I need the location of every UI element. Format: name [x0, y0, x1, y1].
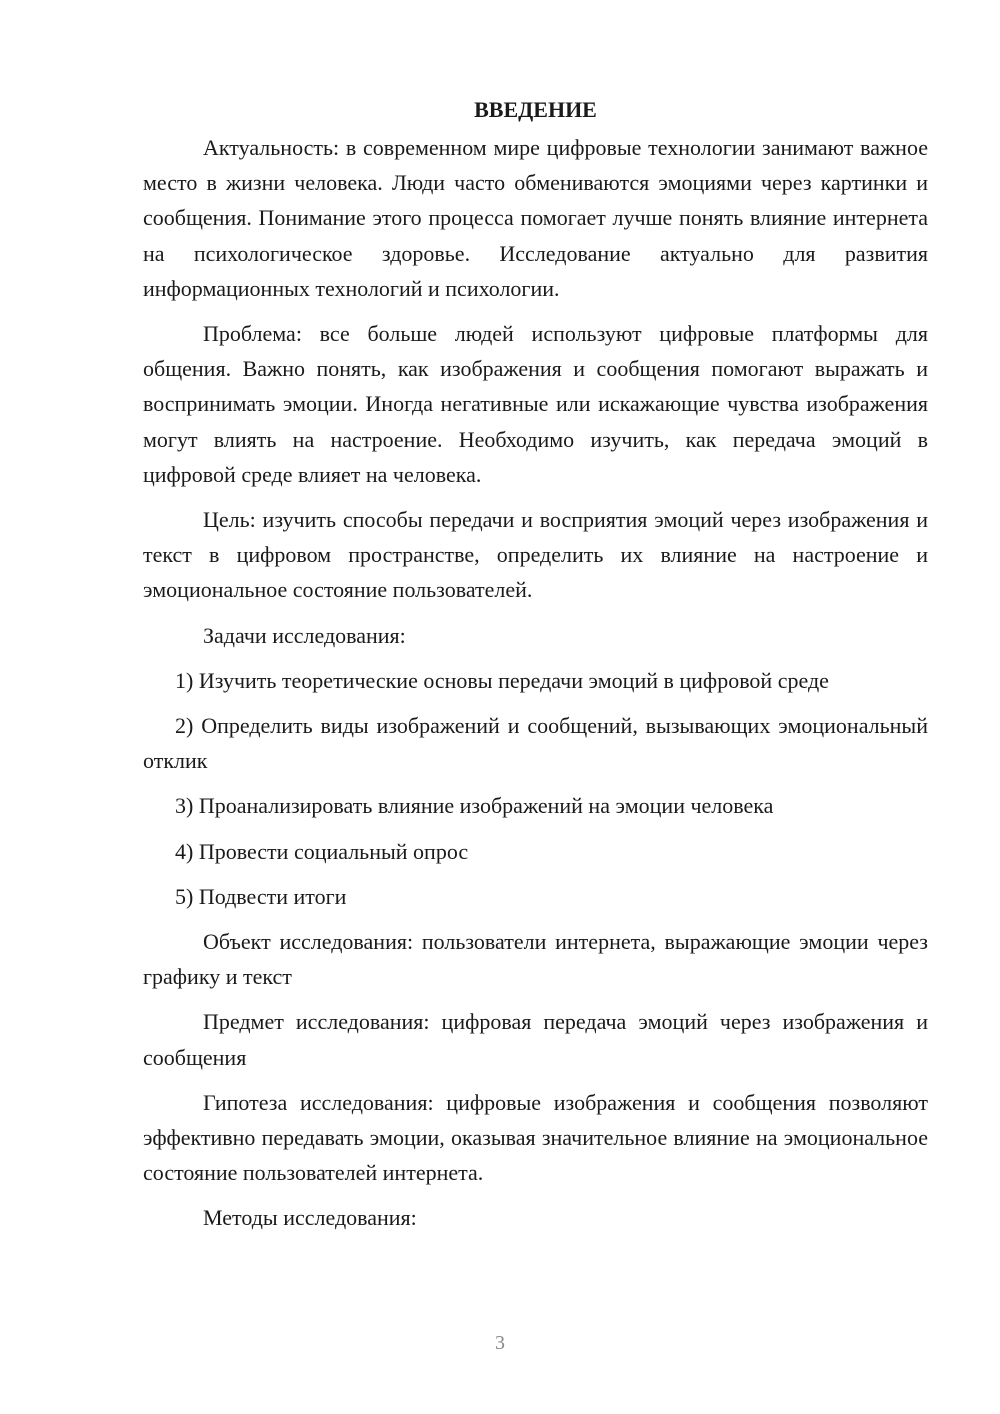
task-item-5: 5) Подвести итоги [175, 883, 347, 909]
relevance-paragraph: Актуальность: в современном мире цифровые технологии занимают важное место в жизни человека. Люди часто обмениваются эмоциями через картинки и сообщения. Понимание этого процесса помогает лучше понять влияние интернета на психологическое здоровье. Исследование актуально для развития информационных технологий и психологии. [143, 135, 928, 301]
task-item-1: 1) Изучить теоретические основы передачи эмоций в цифровой среде [175, 667, 829, 693]
object-paragraph: Объект исследования: пользователи интернета, выражающие эмоции через графику и текст [143, 929, 928, 990]
task-item-3: 3) Проанализировать влияние изображений на эмоции человека [175, 793, 774, 819]
task-item-2: 2) Определить виды изображений и сообщений, вызывающих эмоциональный отклик [143, 713, 928, 774]
tasks-heading: Задачи исследования: [203, 622, 406, 648]
page-number: 3 [495, 1332, 505, 1354]
section-title: ВВЕДЕНИЕ [474, 97, 597, 122]
problem-paragraph: Проблема: все больше людей используют цифровые платформы для общения. Важно понять, как изображения и сообщения помогают выражать и воспринимать эмоции. Иногда негативные или искажающие чувства изображения могут влиять на настроение. Необходимо изучить, как передача эмоций в цифровой среде влияет на человека. [143, 321, 928, 487]
document-page [143, 92, 928, 1246]
subject-paragraph: Предмет исследования: цифровая передача эмоций через изображения и сообщения [143, 1009, 928, 1070]
task-item-4: 4) Провести социальный опрос [175, 838, 469, 864]
methods-heading: Методы исследования: [203, 1205, 417, 1231]
hypothesis-paragraph: Гипотеза исследования: цифровые изображения и сообщения позволяют эффективно передавать эмоции, оказывая значительное влияние на эмоциональное состояние пользователей интернета. [143, 1089, 928, 1186]
goal-paragraph: Цель: изучить способы передачи и восприятия эмоций через изображения и текст в цифровом пространстве, определить их влияние на настроение и эмоциональное состояние пользователей. [143, 507, 928, 603]
